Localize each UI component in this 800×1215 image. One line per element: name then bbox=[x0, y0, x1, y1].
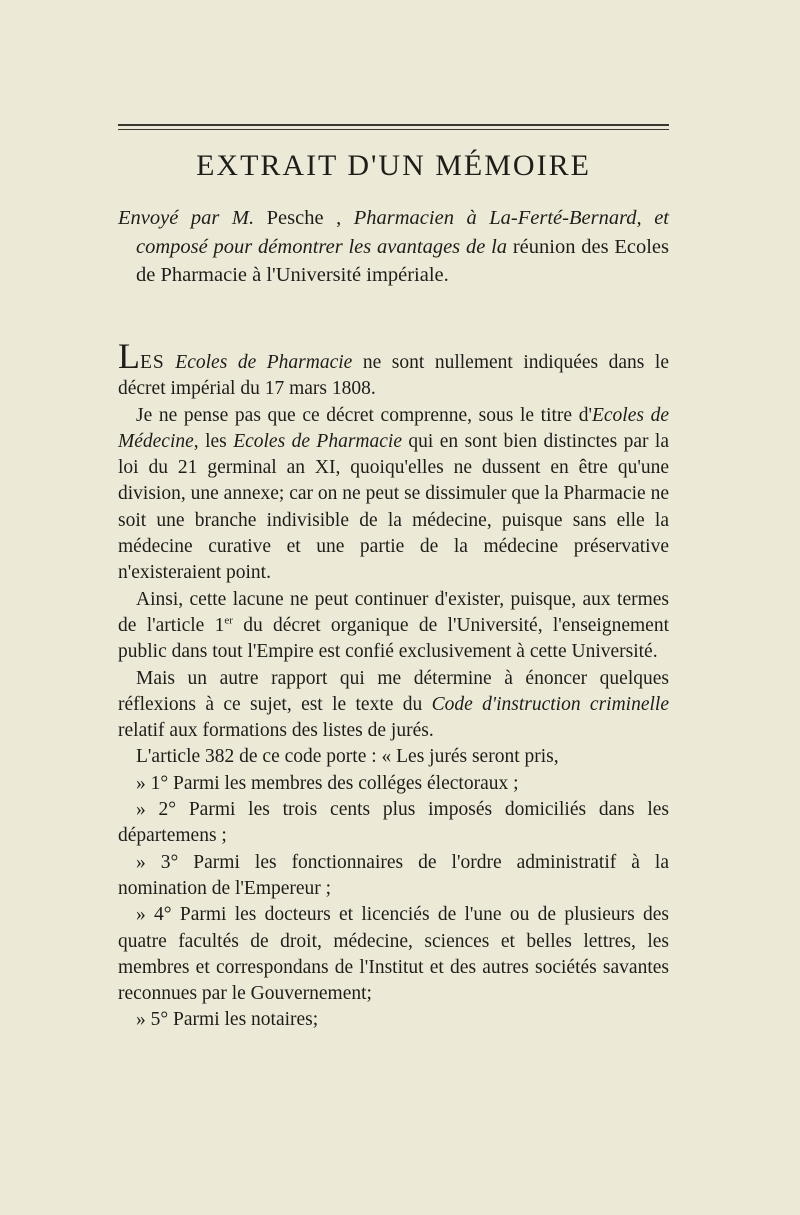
subtitle-author: Pesche , bbox=[254, 207, 354, 229]
para3-text-2: du décret organique de l'Université, l'enseignement public dans tout l'Empire est confié exclusivement à cette Université. bbox=[118, 614, 669, 663]
paragraph-5: L'article 382 de ce code porte : « Les jurés seront pris, bbox=[136, 746, 559, 768]
header-rule-thick bbox=[118, 124, 669, 126]
subtitle-description: Pharmacien à La-Ferté-Bernard, et composé pour démontrer les avantages de la bbox=[136, 207, 669, 258]
document-title: EXTRAIT D'UN MÉMOIRE bbox=[196, 149, 591, 182]
paragraph-7: » 2° Parmi les trois cents plus imposés domiciliés dans les départemens ; bbox=[118, 799, 669, 847]
paragraph-6: » 1° Parmi les membres des colléges électoraux ; bbox=[136, 772, 519, 794]
subtitle-topic: réunion des Ecoles de Pharmacie à l'Université impériale. bbox=[136, 235, 669, 286]
subtitle-envoye: Envoyé par M. bbox=[118, 207, 255, 229]
para2-italic-2: Ecoles de Pharmacie bbox=[233, 430, 402, 452]
para4-text-2: relatif aux formations des listes de jurés. bbox=[118, 720, 434, 742]
para1-italic: Ecoles de Pharmacie bbox=[164, 352, 353, 373]
para3-superscript: er bbox=[224, 614, 233, 627]
subtitle bbox=[118, 204, 669, 290]
body-text bbox=[118, 336, 669, 1034]
paragraph-2 bbox=[118, 403, 669, 587]
paragraph-4 bbox=[118, 666, 669, 745]
paragraph-8: » 3° Parmi les fonctionnaires de l'ordre administratif à la nomination de l'Empereur ; bbox=[118, 851, 669, 899]
paragraph-10: » 5° Parmi les notaires; bbox=[136, 1009, 319, 1031]
header-rule-thin bbox=[118, 129, 669, 130]
para1-text: ne sont nullement indiquées dans le décret impérial du 17 mars 1808. bbox=[118, 352, 669, 400]
para4-italic: Code d'instruction criminelle bbox=[431, 693, 669, 715]
para2-italic-1: Ecoles de Médecine bbox=[118, 404, 669, 452]
para2-text-1: Je ne pense pas que ce décret comprenne, sous le titre d' bbox=[136, 404, 592, 426]
subtitle-block bbox=[118, 204, 669, 290]
para2-text-3: qui en sont bien distinctes par la loi du 21 germinal an XI, quoiqu'elles ne dussent en être qu'une division, une annexe; car on ne peut se dissimuler que la Pharmacie ne soit une branche indivisible de la médecine, puisque sans elle la médecine curative et une partie de la médecine préservative n'existeraient point. bbox=[118, 430, 669, 584]
small-caps: ES bbox=[140, 352, 165, 373]
paragraph-3 bbox=[118, 587, 669, 666]
para4-text-1: Mais un autre rapport qui me détermine à énoncer quelques réflexions à ce sujet, est le texte du bbox=[118, 667, 669, 715]
para2-text-2: , les bbox=[193, 430, 234, 452]
para3-text-1: Ainsi, cette lacune ne peut continuer d'exister, puisque, aux termes de l'article 1 bbox=[118, 588, 669, 636]
drop-cap: L bbox=[118, 336, 140, 376]
paragraph-9: » 4° Parmi les docteurs et licenciés de l'une ou de plusieurs des quatre facultés de droit, médecine, sciences et belles lettres, les membres et correspondans de l'Institut et des autres sociétés savantes reconnues par le Gouvernement; bbox=[118, 904, 669, 1005]
paragraph-1 bbox=[118, 336, 669, 403]
